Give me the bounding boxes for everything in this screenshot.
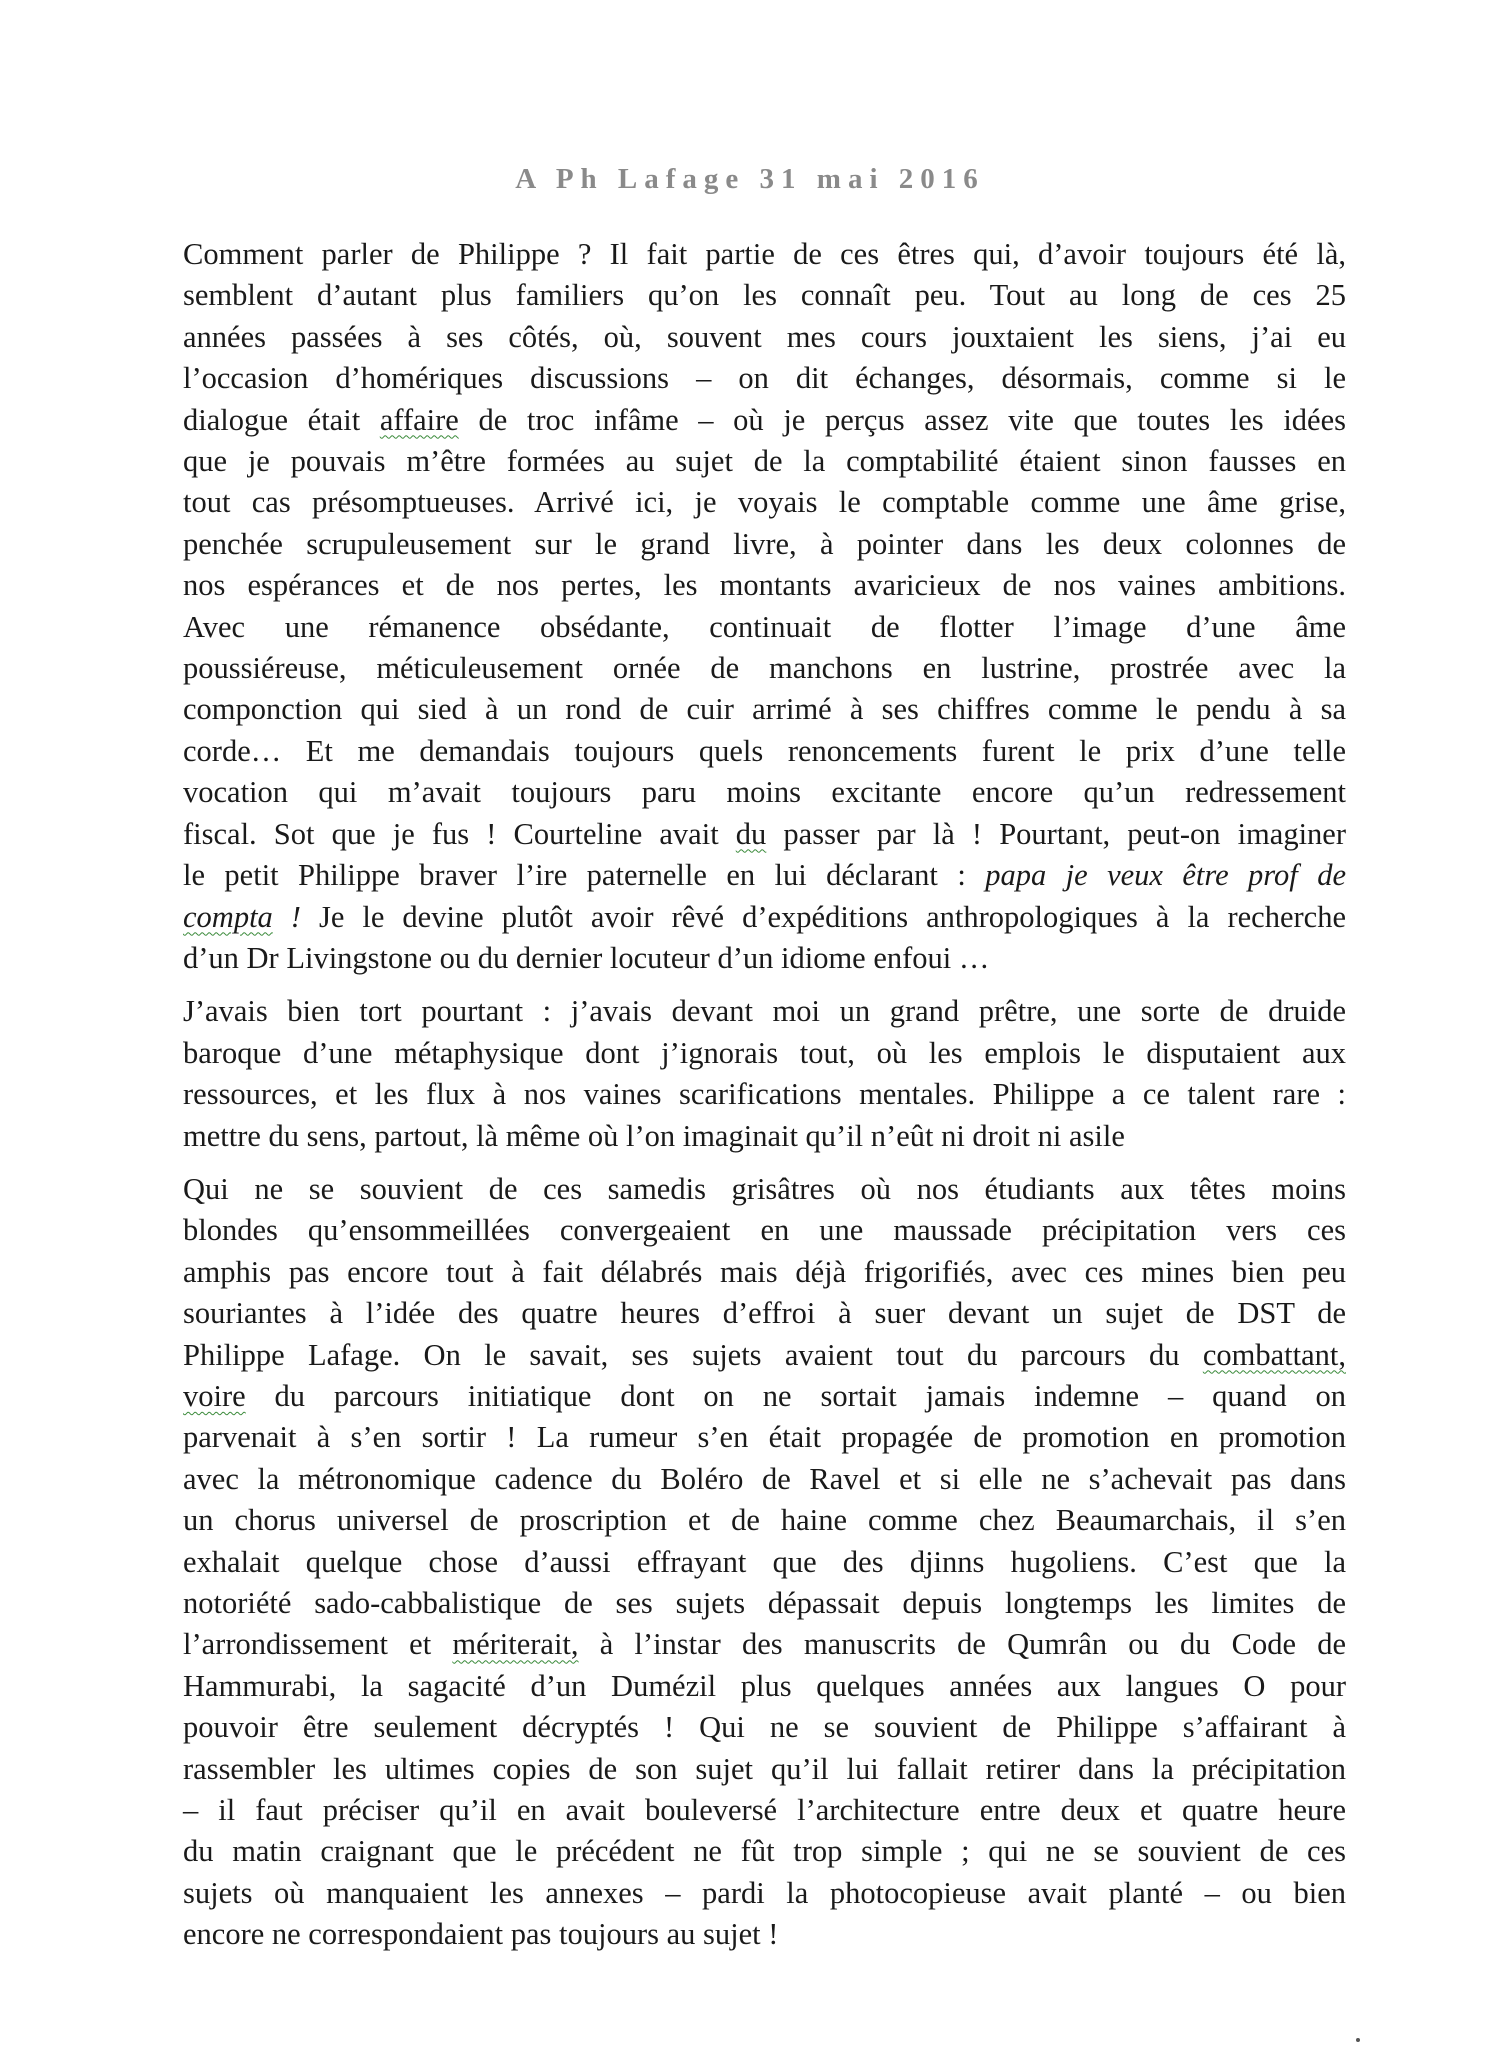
text-line: voire du parcours initiatique dont on ne sortait jamais indemne – quand on (183, 1378, 1346, 1413)
text-line: années passées à ses côtés, où, souvent mes cours jouxtaient les siens, j’ai eu (183, 319, 1346, 354)
italic-quote: papa je veux être prof de (985, 858, 1346, 893)
text-line: compta ! Je le devine plutôt avoir rêvé d’expéditions anthropologiques à la recherche (183, 899, 1346, 934)
spellcheck-word: affaire (379, 402, 459, 437)
text-line: corde… Et me demandais toujours quels renoncements furent le prix d’une telle (183, 733, 1346, 768)
text-line: poussiéreuse, méticuleusement ornée de manchons en lustrine, prostrée avec la (183, 651, 1346, 686)
spellcheck-word: du (735, 816, 767, 851)
text-line: – il faut préciser qu’il en avait bouleversé l’architecture entre deux et quatre heure (183, 1793, 1346, 1828)
text-line: d’un Dr Livingstone ou du dernier locuteur d’un idiome enfoui … (183, 940, 990, 975)
text-line: ressources, et les flux à nos vaines scarifications mentales. Philippe a ce talent rare : (183, 1077, 1346, 1112)
text-line: vocation qui m’avait toujours paru moins excitante encore qu’un redressement (183, 775, 1346, 810)
text-line: amphis pas encore tout à fait délabrés mais déjà frigorifiés, avec ces mines bien peu (183, 1254, 1346, 1289)
paragraph-3 (161, 1169, 1346, 1956)
spellcheck-word: combattant, (1202, 1337, 1346, 1372)
text-line: componction qui sied à un rond de cuir arrimé à ses chiffres comme le pendu à sa (183, 692, 1346, 727)
text-line: un chorus universel de proscription et de haine comme chez Beaumarchais, il s’en (183, 1503, 1346, 1538)
text-line: sujets où manquaient les annexes – pardi la photocopieuse avait planté – ou bien (183, 1875, 1346, 1910)
text-line: avec la métronomique cadence du Boléro de Ravel et si elle ne s’achevait pas dans (183, 1461, 1346, 1496)
text-line: parvenait à s’en sortir ! La rumeur s’en était propagée de promotion en promotion (183, 1420, 1346, 1455)
text-line: l’arrondissement et mériterait, à l’instar des manuscrits de Qumrân ou du Code de (183, 1627, 1346, 1662)
text-line: J’avais bien tort pourtant : j’avais devant moi un grand prêtre, une sorte de druide (183, 994, 1346, 1029)
text-line: dialogue était affaire de troc infâme – où je perçus assez vite que toutes les idées (183, 402, 1346, 437)
text-line: penchée scrupuleusement sur le grand livre, à pointer dans les deux colonnes de (183, 526, 1346, 561)
spellcheck-word: compta (183, 899, 273, 934)
document-title: A Ph Lafage 31 mai 2016 (515, 163, 985, 195)
text-line: du matin craignant que le précédent ne fût trop simple ; qui ne se souvient de ces (183, 1834, 1346, 1869)
text-line: Qui ne se souvient de ces samedis grisâtres où nos étudiants aux têtes moins (183, 1171, 1346, 1206)
page-corner-mark (1356, 2038, 1360, 2042)
text-line: le petit Philippe braver l’ire paternelle en lui déclarant : papa je veux être prof de (183, 858, 1346, 893)
text-line: rassembler les ultimes copies de son sujet qu’il lui fallait retirer dans la précipitation (183, 1751, 1346, 1786)
text-line: Avec une rémanence obsédante, continuait de flotter l’image d’une âme (183, 609, 1346, 644)
italic-quote: ! (272, 899, 301, 934)
text-line: l’occasion d’homériques discussions – on dit échanges, désormais, comme si le (183, 361, 1346, 396)
text-line: que je pouvais m’être formées au sujet de la comptabilité étaient sinon fausses en (183, 444, 1346, 479)
text-line: fiscal. Sot que je fus ! Courteline avait du passer par là ! Pourtant, peut-on imaginer (183, 816, 1346, 851)
text-line: encore ne correspondaient pas toujours au sujet ! (183, 1917, 779, 1952)
text-line: nos espérances et de nos pertes, les montants avaricieux de nos vaines ambitions. (183, 568, 1346, 603)
text-line: Comment parler de Philippe ? Il fait partie de ces êtres qui, d’avoir toujours été là, (183, 237, 1346, 271)
spellcheck-word: voire (183, 1378, 246, 1413)
text-line: souriantes à l’idée des quatre heures d’effroi à suer devant un sujet de DST de (183, 1296, 1346, 1331)
text-line: baroque d’une métaphysique dont j’ignorais tout, où les emplois le disputaient aux (183, 1035, 1346, 1070)
paragraph-1 (161, 234, 1346, 979)
text-line: Philippe Lafage. On le savait, ses sujets avaient tout du parcours du combattant, (183, 1337, 1346, 1372)
text-line: exhalait quelque chose d’aussi effrayant que des djinns hugoliens. C’est que la (183, 1544, 1346, 1579)
text-line: Hammurabi, la sagacité d’un Dumézil plus quelques années aux langues O pour (183, 1668, 1346, 1703)
text-line: tout cas présomptueuses. Arrivé ici, je voyais le comptable comme une âme grise, (183, 485, 1346, 520)
text-line: semblent d’autant plus familiers qu’on les connaît peu. Tout au long de ces 25 (183, 278, 1346, 313)
spellcheck-word: mériterait, (452, 1627, 579, 1662)
document-body (161, 234, 1346, 1956)
text-line: notoriété sado-cabbalistique de ses sujets dépassait depuis longtemps les limites de (183, 1586, 1346, 1620)
text-line: pouvoir être seulement décryptés ! Qui ne se souvient de Philippe s’affairant à (183, 1710, 1346, 1745)
paragraph-2 (161, 991, 1346, 1157)
text-line: blondes qu’ensommeillées convergeaient en une maussade précipitation vers ces (183, 1213, 1346, 1248)
text-line: mettre du sens, partout, là même où l’on imaginait qu’il n’eût ni droit ni asile (183, 1118, 1125, 1153)
